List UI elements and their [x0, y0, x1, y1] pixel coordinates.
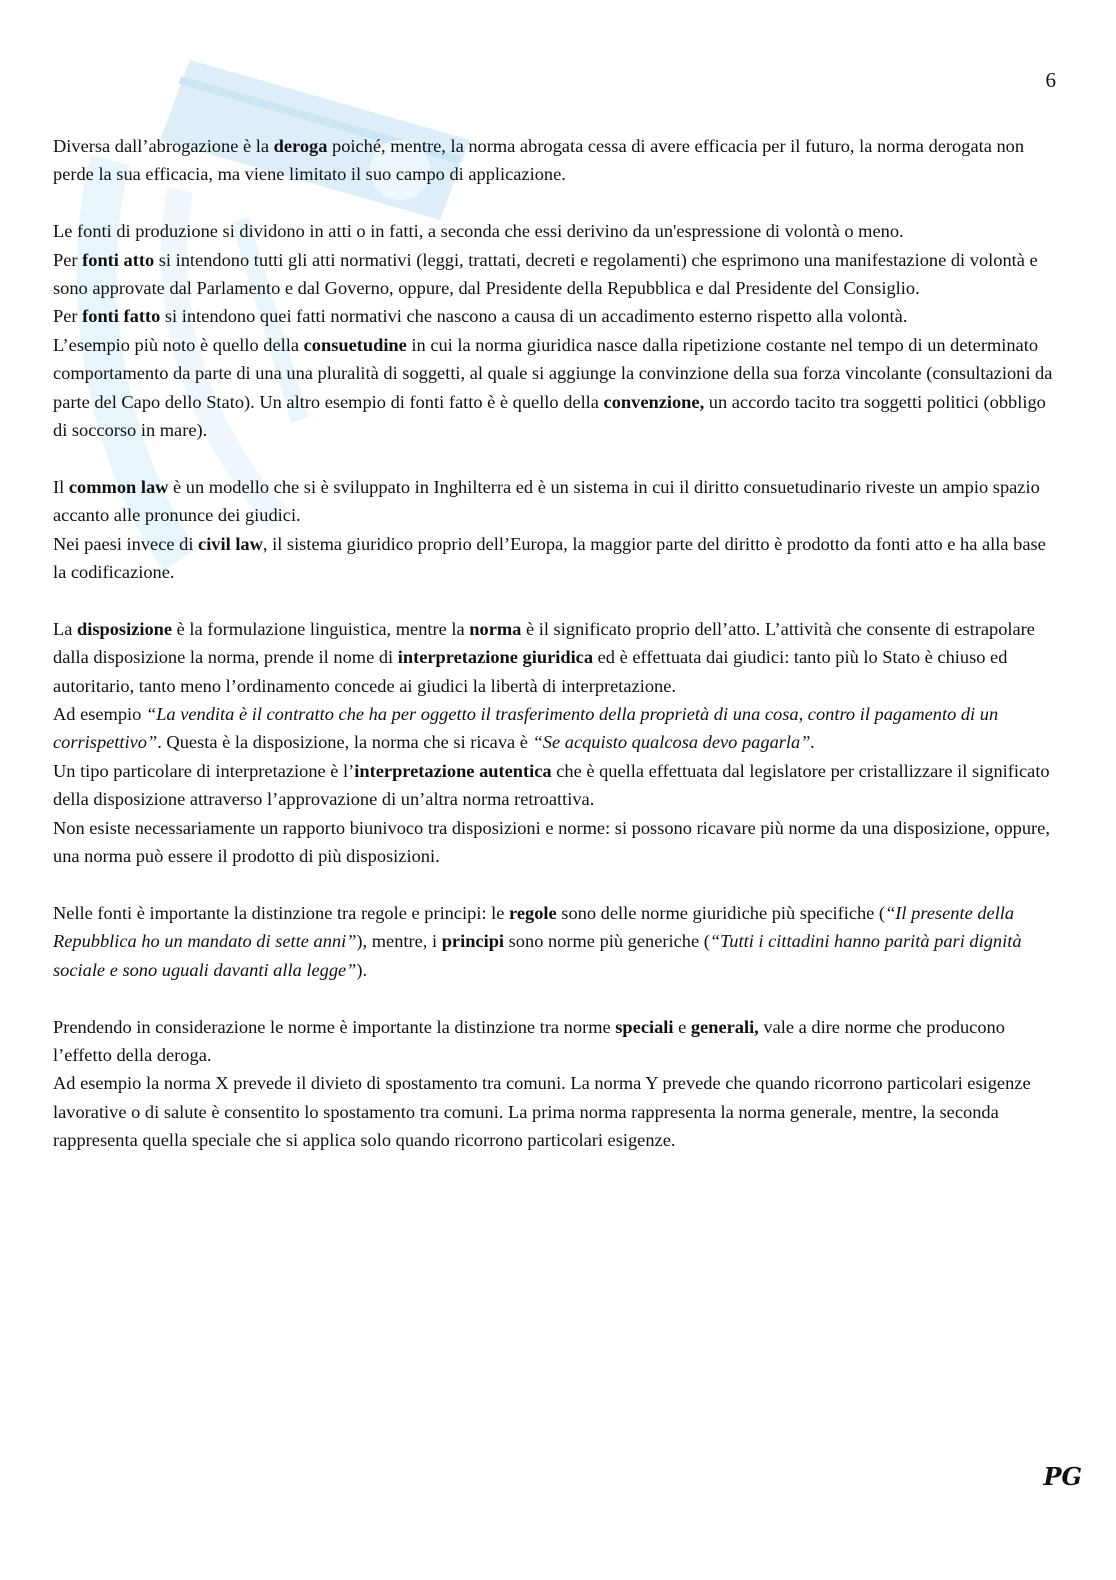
text-run: Ad esempio — [53, 704, 146, 725]
text-run: si intendono quei fatti normativi che nascono a causa di un accadimento esterno rispetto alla volontà. — [160, 306, 908, 327]
bold-term: interpretazione giuridica — [397, 647, 594, 668]
text-run: L’esempio più noto è quello della — [53, 334, 304, 355]
text-run: Nei paesi invece di — [53, 533, 199, 554]
text-run: , il sistema giuridico proprio dell’Europa, la maggior parte del diritto è prodotto da fonti atto e ha alla base la codificazione. — [53, 533, 1046, 583]
text-run: che è quella effettuata dal legislatore per cristallizzare il significato della disposizione attraverso l’approvazione di un’altra norma retroattiva. — [53, 760, 1050, 810]
document-body — [53, 132, 1059, 1183]
bold-term: principi — [441, 931, 505, 952]
text-run: ed è effettuata dai giudici: tanto più lo Stato è chiuso ed autoritario, tanto meno l’ordinamento concede ai giudici la libertà di interpretazione. — [53, 647, 1008, 696]
paragraph — [53, 899, 1059, 984]
bold-term: regole — [509, 902, 557, 923]
text-run: Un tipo particolare di interpretazione è l’ — [53, 760, 355, 781]
text-run: sono delle norme giuridiche più specifiche ( — [556, 902, 886, 923]
bold-term: speciali — [615, 1016, 674, 1037]
bold-term: fonti fatto — [82, 306, 161, 327]
bold-term: deroga — [273, 136, 328, 156]
bold-term: fonti atto — [82, 249, 155, 270]
footer-initials: PG — [1043, 1462, 1082, 1491]
paragraph — [53, 473, 1059, 587]
text-run: in cui la norma giuridica nasce dalla ripetizione costante nel tempo di un determinato comportamento da parte di una una pluralità di soggetti, al quale si aggiunge la convinzione della sua forza vincolante (consultazioni da parte del Capo dello Stato). Un altro esempio di fonti fatto è è quello della — [53, 334, 1053, 412]
bold-term: convenzione, — [603, 391, 705, 412]
text-run: La — [53, 618, 77, 639]
text-run: . Questa è la disposizione, la norma che si ricava è — [157, 732, 533, 753]
text-run: Non esiste necessariamente un rapporto biunivoco tra disposizioni e norme: si possono ricavare più norme da una disposizione, oppure, una norma può essere il prodotto di più disposizioni. — [53, 817, 1050, 867]
text-run: Prendendo in considerazione le norme è importante la distinzione tra norme — [53, 1016, 616, 1037]
text-run: Per — [53, 249, 83, 270]
paragraph — [53, 1013, 1059, 1155]
bold-term: interpretazione autentica — [354, 760, 552, 781]
bold-term: consuetudine — [303, 334, 407, 355]
paragraph — [53, 217, 1059, 444]
text-run: è la formulazione linguistica, mentre la — [172, 618, 470, 639]
text-run: è il significato proprio dell’atto. L’attività che consente di estrapolare dalla disposizione la norma, prende il nome di — [53, 618, 1035, 668]
italic-quote: “La vendita è il contratto che ha per oggetto il trasferimento della proprietà di una cosa, contro il pagamento di un corrispettivo” — [53, 704, 999, 753]
text-run: è un modello che si è sviluppato in Inghilterra ed è un sistema in cui il diritto consuetudinario riveste un ampio spazio accanto alle pronunce dei giudici. — [53, 476, 1040, 526]
paragraph — [53, 132, 1059, 189]
text-run: sono norme più generiche ( — [504, 931, 710, 952]
text-run: ), mentre, i — [356, 931, 442, 952]
text-run: Per — [53, 306, 83, 327]
bold-term: disposizione — [77, 618, 173, 639]
page-number: 6 — [1045, 68, 1056, 92]
text-run: ). — [356, 959, 368, 980]
italic-quote: “Tutti i cittadini hanno parità pari dignità sociale e sono uguali davanti alla legge” — [53, 931, 1022, 980]
text-run: poiché, mentre, la norma abrogata cessa di avere efficacia per il futuro, la norma derogata non perde la sua efficacia, ma viene limitato il suo campo di applicazione. — [53, 136, 1025, 185]
text-run: Diversa dall’abrogazione è la — [53, 136, 274, 156]
bold-term: norma — [469, 618, 522, 639]
bold-term: common law — [68, 476, 169, 497]
text-run: Il — [53, 476, 69, 497]
paragraph — [53, 615, 1059, 871]
text-run: vale a dire norme che producono l’effetto della deroga. — [53, 1016, 1005, 1065]
bold-term: generali, — [690, 1016, 759, 1037]
bold-term: civil law — [198, 533, 263, 554]
text-run: un accordo tacito tra soggetti politici (obbligo di soccorso in mare). — [53, 391, 1046, 441]
italic-quote: “Il presente della Repubblica ho un mandato di sette anni” — [53, 902, 1015, 952]
text-run: Ad esempio la norma X prevede il divieto di spostamento tra comuni. La norma Y prevede che quando ricorrono particolari esigenze lavorative o di salute è consentito lo spostamento tra comuni. La prima norma rappresenta la norma generale, mentre, la seconda rappresenta quella speciale che si applica solo quando ricorrono particolari esigenze. — [53, 1073, 1031, 1151]
text-run: si intendono tutti gli atti normativi (leggi, trattati, decreti e regolamenti) che esprimono una manifestazione di volontà e sono approvate dal Parlamento e dal Governo, oppure, dal Presidente della Repubblica e dal Presidente del Consiglio. — [53, 249, 1038, 299]
text-run: Nelle fonti è importante la distinzione tra regole e principi: le — [53, 902, 510, 923]
text-run: Le fonti di produzione si dividono in atti o in fatti, a seconda che essi derivino da un'espressione di volontà o meno. — [53, 221, 904, 242]
italic-quote: “Se acquisto qualcosa devo pagarla”. — [532, 732, 816, 753]
text-run: e — [673, 1016, 691, 1037]
